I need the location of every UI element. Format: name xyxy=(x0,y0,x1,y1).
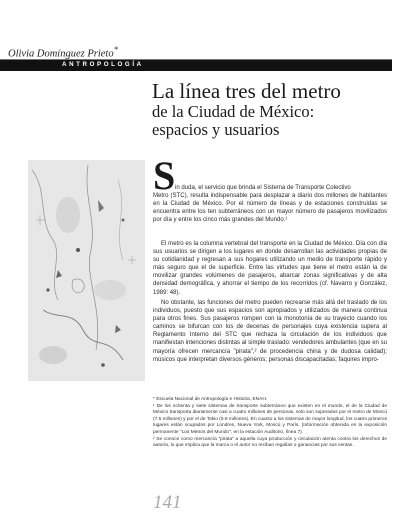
footnote: ² Se conoce como mercancía "pirata" a aquella cuya producción y circulación atenta contra los derechos de autoría, lo que implica que la marca o el autor no reciban regalías o ganancias por sus ventas. xyxy=(153,436,387,449)
drop-cap: S xyxy=(153,153,176,198)
artwork-image xyxy=(28,160,145,381)
paragraph-1: Metro (STC), resulta indispensable para desplazar a diario dos millones de habitantes en la Ciudad de México. Por el número de líneas y de estaciones construidas se encuentra entre los ten subterráneos con un mayor número de pasajeros movilizados por día y entre los cinco más grandes del Mundo.¹ xyxy=(153,193,387,224)
article-subtitle-line1: de la Ciudad de México: xyxy=(152,102,315,121)
footnote: * Escuela Nacional de Antropología e Historia, ENAH. xyxy=(153,397,268,402)
section-label: ANTROPOLOGÍA xyxy=(62,61,144,68)
paragraph-2: El metro es la columna vertebral del transporte en la Ciudad de México. Día con día sus usuarios se dirigen a los lugares en donde desarrollan las actividades propias de su cotidianidad y regresan a sus hogares utilizando un medio de transporte rápido y más seguro que el de superficie. Entre las virtudes que tiene el metro están la de movilizar grandes volúmenes de pasajeros, abarcar zonas significativas y de alta densidad demográfica, y ahorrar el tiempo de los recorridos (cf. Navarro y González, 1989: 48). xyxy=(153,241,387,296)
paragraph-1-first-line: in duda, el servicio que brinda el Sistema de Transporte Colectivo xyxy=(175,185,351,191)
abstract-artwork-illustration xyxy=(28,160,145,381)
article-subtitle-line2: espacios y usuarios xyxy=(152,120,280,139)
footnotes xyxy=(153,397,387,450)
section-band xyxy=(0,60,392,71)
paragraph-3: No obstante, las funciones del metro pueden recrearse más allá del traslado de los individuos, puesto que sus espacios son apropiados y utilizados de manera continua para otros fines. Sus pasajeros rompen con la monotonía de su trayecto cuando los caminos se bifurcan con los de decenas de personajes cuya existencia supera al Reglamento Interno del STC que rechaza la circulación de los individuos que manifiestan intenciones distintas al simple traslado: vendedores ambulantes (que en su mayoría ofrecen mercancía "pirata",² de procedencia china y de dudosa calidad); músicos que interpretan diversos géneros; personas discapacitadas; faquires impro- xyxy=(153,300,387,363)
footnote: ¹ De los ochenta y siete sistemas de transporte subterráneo que existen en el mundo, el de la Ciudad de México transporta diariamente casi a cuatro millones de personas, solo son superados por el metro de Moscú (7.5 millones) y por el de Tokio (5.9 millones). En cuanto a los sistemas de mayor longitud, los cuatro primeros lugares están ocupados por Londres, Nueva York, Moscú y París. (Información obtenida en la exposición permanente "Los Metros del Mundo", en la estación Auditorio, línea 7). xyxy=(153,403,387,435)
author-name: Olivia Domínguez Prieto* xyxy=(8,44,118,60)
page-number: 141 xyxy=(153,492,182,513)
article-title: La línea tres del metro xyxy=(152,79,341,103)
